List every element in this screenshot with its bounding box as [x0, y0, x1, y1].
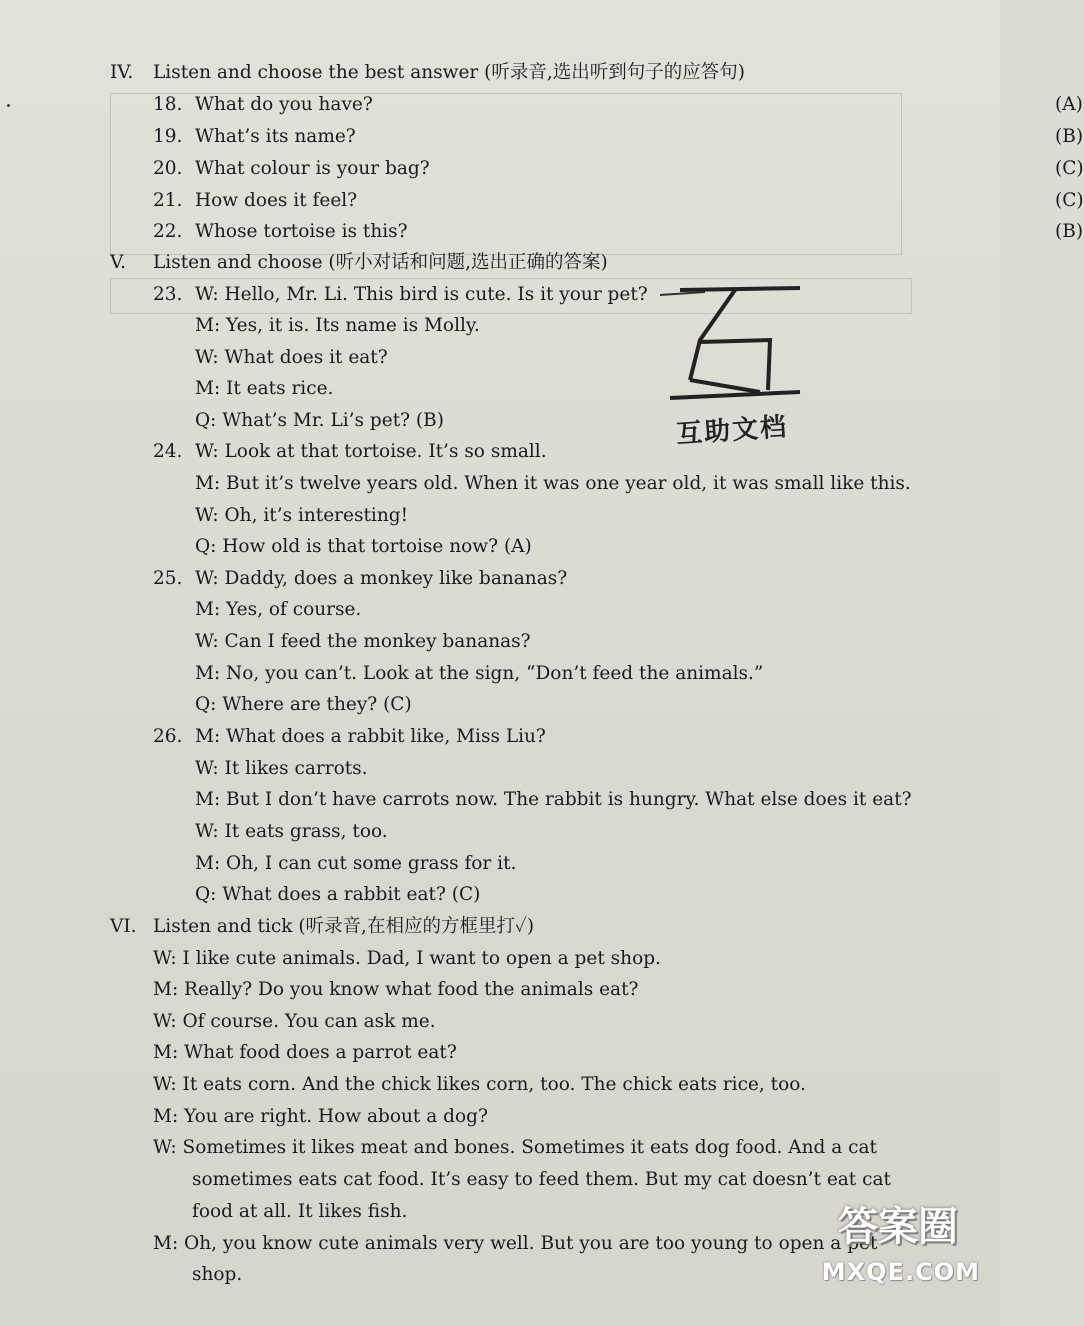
dialogue-26-question: Q: What does a rabbit eat? (C) — [195, 884, 481, 905]
dialogue-6-line: M: Really? Do you know what food the animals eat? — [153, 979, 639, 1000]
watermark-chars: 答案圈 — [838, 1204, 958, 1250]
section-vi-heading: VI. Listen and tick (听录音,在相应的方框里打✓) — [110, 916, 535, 937]
dialogue-6-line-cont: food at all. It likes fish. — [192, 1201, 408, 1222]
answer-22: (B) — [1055, 221, 1084, 242]
dialogue-26-line: M: But I don’t have carrots now. The rabbit is hungry. What else does it eat? — [195, 789, 912, 810]
stamp-caption: 互助文档 — [675, 412, 790, 450]
question-20: 20. What colour is your bag? (C) — [153, 158, 1084, 179]
dialogue-25-line: 25. W: Daddy, does a monkey like bananas? — [153, 568, 568, 589]
dialogue-26-line: 26. M: What does a rabbit like, Miss Liu? — [153, 726, 546, 747]
dialogue-26-line: M: Oh, I can cut some grass for it. — [195, 853, 517, 874]
dialogue-6-line: W: It eats corn. And the chick likes corn, too. The chick eats rice, too. — [153, 1074, 806, 1095]
dialogue-26-line: W: It likes carrots. — [195, 758, 368, 779]
dialogue-6-line: W: Sometimes it likes meat and bones. Sometimes it eats dog food. And a cat — [153, 1137, 877, 1158]
question-21: 21. How does it feel? (C) — [153, 190, 1084, 211]
dialogue-23-line: M: Yes, it is. Its name is Molly. — [195, 315, 480, 336]
dialogue-23-line: 23. W: Hello, Mr. Li. This bird is cute. Is it your pet? — [153, 284, 648, 305]
dialogue-25-line: W: Can I feed the monkey bananas? — [195, 631, 531, 652]
dialogue-24-line: 24. W: Look at that tortoise. It’s so small. — [153, 441, 547, 462]
watermark-url: MXQE.COM — [821, 1258, 980, 1286]
dialogue-23-line: W: What does it eat? — [195, 347, 388, 368]
dialogue-24-question: Q: How old is that tortoise now? (A) — [195, 536, 532, 557]
dialogue-6-line: M: Oh, you know cute animals very well. But you are too young to open a pet — [153, 1233, 878, 1254]
dialogue-6-line-cont: sometimes eats cat food. It’s easy to feed them. But my cat doesn’t eat cat — [192, 1169, 891, 1190]
answer-18: (A) — [1055, 94, 1083, 115]
speck — [7, 104, 10, 107]
answer-20: (C) — [1055, 158, 1084, 179]
dialogue-23-line: M: It eats rice. — [195, 378, 334, 399]
dialogue-25-line: M: Yes, of course. — [195, 599, 362, 620]
dialogue-25-question: Q: Where are they? (C) — [195, 694, 412, 715]
dialogue-6-line: W: Of course. You can ask me. — [153, 1011, 436, 1032]
dialogue-23-question: Q: What’s Mr. Li’s pet? (B) — [195, 410, 444, 431]
section-iv-heading: IV. Listen and choose the best answer (听录音,选出听到句子的应答句) — [110, 62, 745, 83]
dialogue-6-line: W: I like cute animals. Dad, I want to open a pet shop. — [153, 948, 661, 969]
answer-19: (B) — [1055, 126, 1084, 147]
dialogue-6-line: M: You are right. How about a dog? — [153, 1106, 488, 1127]
section-v-heading: V. Listen and choose (听小对话和问题,选出正确的答案) — [110, 252, 608, 273]
dialogue-26-line: W: It eats grass, too. — [195, 821, 388, 842]
dialogue-24-line: M: But it’s twelve years old. When it was one year old, it was small like this. — [195, 473, 911, 494]
question-22: 22. Whose tortoise is this? (B) — [153, 221, 1084, 242]
dialogue-24-line: W: Oh, it’s interesting! — [195, 505, 409, 526]
answer-21: (C) — [1055, 190, 1084, 211]
dialogue-6-line-cont: shop. — [192, 1264, 243, 1285]
dialogue-25-line: M: No, you can’t. Look at the sign, “Don’t feed the animals.” — [195, 663, 764, 684]
question-19: 19. What’s its name? (B) — [153, 126, 1084, 147]
question-18: 18. What do you have? (A) — [153, 94, 1083, 115]
dialogue-6-line: M: What food does a parrot eat? — [153, 1042, 457, 1063]
watermark-logo — [813, 1204, 988, 1292]
